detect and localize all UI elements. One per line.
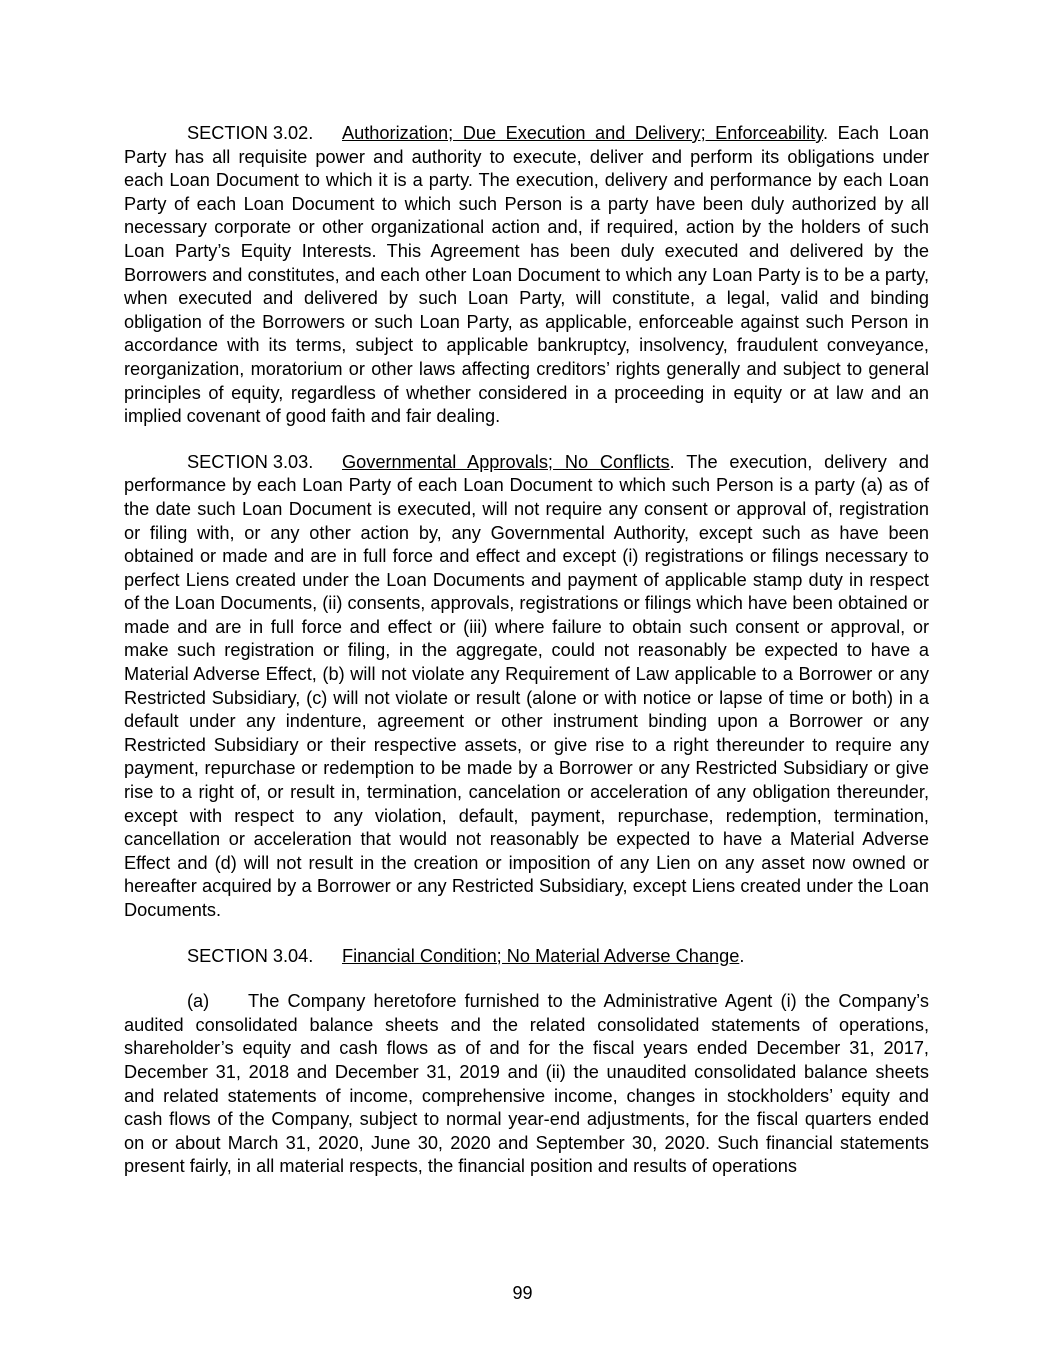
section-3-04-number: SECTION 3.04. xyxy=(187,945,314,966)
section-3-02-title-period: . xyxy=(822,123,838,143)
section-3-04-a-paragraph xyxy=(124,990,929,1179)
section-3-03-number: SECTION 3.03. xyxy=(187,451,314,472)
paragraph-spacer xyxy=(124,923,929,945)
section-3-04-title: Financial Condition; No Material Adverse Change xyxy=(342,945,740,966)
paragraph-spacer xyxy=(124,429,929,451)
paragraph-spacer xyxy=(124,968,929,990)
section-3-02-paragraph xyxy=(124,122,929,429)
section-3-04-a-label: (a) xyxy=(187,991,210,1012)
section-3-03-body: The execution, delivery and performance by each Loan Party of each Loan Document to which such Person is a party (a) as of the date such Loan Document is executed, will not require any consent or approval of, registration or filing with, or any other action by, any Governmental Authority, except such as have been obtained or made and are in full force and effect and except (i) registrations or filings necessary to perfect Liens created under the Loan Documents and payment of applicable stamp duty in respect of the Loan Documents, (ii) consents, approvals, registrations or filings which have been obtained or made and are in full force and effect or (iii) where failure to obtain such consent or approval, or make such registration or filing, in the aggregate, could not reasonably be expected to have a Material Adverse Effect, (b) will not violate any Requirement of Law applicable to a Borrower or any Restricted Subsidiary, (c) will not violate or result (alone or with notice or lapse of time or both) in a default under any indenture, agreement or other instrument binding upon a Borrower or any Restricted Subsidiary or their respective assets, or give rise to a right thereunder to require any payment, repurchase or redemption to be made by a Borrower or any Restricted Subsidiary or give rise to a right of, or result in, termination, cancelation or acceleration of any obligation thereunder, except with respect to any violation, default, payment, repurchase, redemption, termination, cancellation or acceleration that would not reasonably be expected to have a Material Adverse Effect and (d) will not result in the creation or imposition of any Lien on any asset now owned or hereafter acquired by a Borrower or any Restricted Subsidiary, except Liens created under the Loan Documents. xyxy=(124,451,929,920)
section-3-03-paragraph xyxy=(124,451,929,923)
document-page xyxy=(124,122,929,1179)
section-3-02-title: Authorization; Due Execution and Delivery; Enforceability xyxy=(342,123,823,143)
section-3-04-heading xyxy=(124,945,929,969)
section-3-04-a-body: The Company heretofore furnished to the Administrative Agent (i) the Company’s audited consolidated balance sheets and the related consolidated statements of operations, shareholder’s equity and cash flows as of and for the fiscal years ended December 31, 2017, December 31, 2018 and December 31, 2019 and (ii) the unaudited consolidated balance sheets and related statements of income, comprehensive income, changes in stockholders’ equity and cash flows of the Company, subject to normal year-end adjustments, for the fiscal quarters ended on or about March 31, 2020, June 30, 2020 and September 30, 2020. Such financial statements present fairly, in all material respects, the financial position and results of operations xyxy=(124,991,929,1177)
section-3-04-title-period: . xyxy=(739,945,745,966)
section-3-02-number: SECTION 3.02. xyxy=(187,123,314,143)
section-3-03-title-period: . xyxy=(669,451,687,472)
section-3-03-title: Governmental Approvals; No Conflicts xyxy=(342,451,670,472)
section-3-02-body: Each Loan Party has all requisite power and authority to execute, deliver and perform its obligations under each Loan Document to which it is a party. The execution, delivery and performance by each Loan Party of each Loan Document to which such Person is a party have been duly authorized by all necessary corporate or other organizational action and, if required, action by the holders of such Loan Party’s Equity Interests. This Agreement has been duly executed and delivered by the Borrowers and constitutes, and each other Loan Document to which any Loan Party is to be a party, when executed and delivered by such Loan Party, will constitute, a legal, valid and binding obligation of the Borrowers or such Loan Party, as applicable, enforceable against such Person in accordance with its terms, subject to applicable bankruptcy, insolvency, fraudulent conveyance, reorganization, moratorium or other laws affecting creditors’ rights generally and subject to general principles of equity, regardless of whether considered in a proceeding in equity or at law and an implied covenant of good faith and fair dealing. xyxy=(124,123,929,427)
page-number: 99 xyxy=(512,1283,533,1303)
